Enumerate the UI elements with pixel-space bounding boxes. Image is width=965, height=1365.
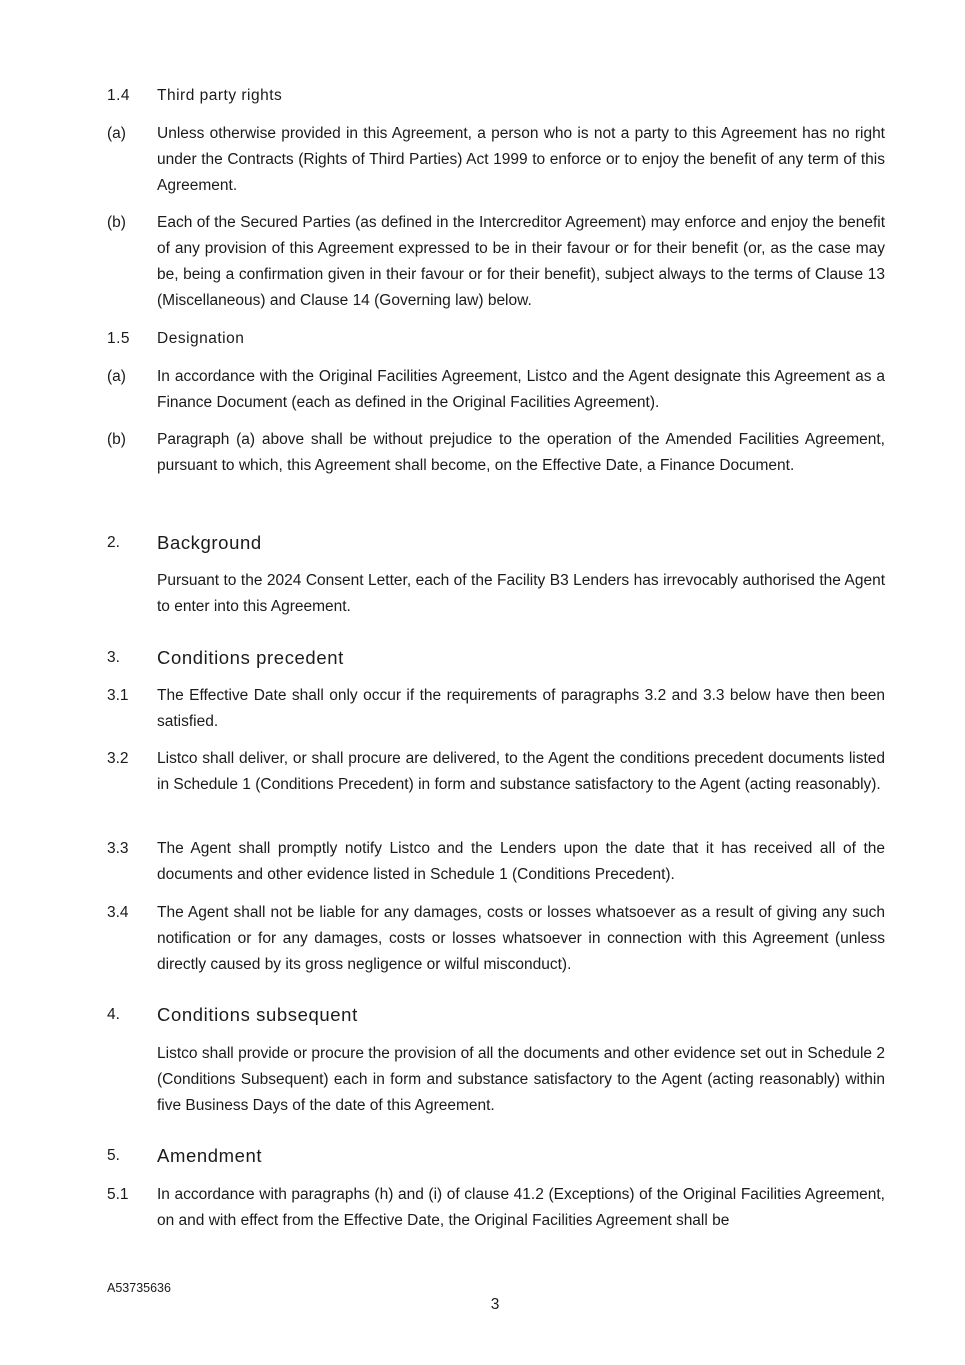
section-title: Amendment — [157, 1145, 263, 1166]
clause-title: Third party rights — [157, 87, 283, 104]
section-number: 2. — [107, 534, 120, 551]
paragraph-number: 3.3 — [107, 840, 129, 857]
paragraph-text: Listco shall provide or procure the provision of all the documents and other evidence set out in Schedule 2 (Conditions Subsequent) each in form and substance satisfactory to the Agent (acting reasonably) within five Business Days of the date of this Agreement. — [157, 1045, 885, 1114]
paragraph-text: Pursuant to the 2024 Consent Letter, each of the Facility B3 Lenders has irrevocably authorised the Agent to enter into this Agreement. — [157, 572, 885, 615]
paragraph-number: 3.2 — [107, 750, 129, 767]
clause-title: Designation — [157, 330, 245, 347]
paragraph-number: 5.1 — [107, 1186, 129, 1203]
section-number: 4. — [107, 1006, 120, 1023]
paragraph-number: (a) — [107, 125, 126, 142]
paragraph-text: In accordance with the Original Facilities Agreement, Listco and the Agent designate this Agreement as a Finance Document (each as defined in the Original Facilities Agreement). — [157, 368, 885, 411]
paragraph-text: The Agent shall not be liable for any damages, costs or losses whatsoever as a result of giving any such notification or for any damages, costs or losses whatsoever in connection with this Agreement (unless directly caused by its gross negligence or wilful misconduct). — [157, 904, 885, 973]
paragraph-number: 3.1 — [107, 687, 129, 704]
clause-number: 1.4 — [107, 87, 131, 104]
paragraph-number: 3.4 — [107, 904, 129, 921]
section-number: 3. — [107, 649, 120, 666]
section-title: Conditions subsequent — [157, 1004, 358, 1025]
paragraph-number: (b) — [107, 431, 126, 448]
paragraph-text: The Agent shall promptly notify Listco and the Lenders upon the date that it has received all of the documents and other evidence listed in Schedule 1 (Conditions Precedent). — [157, 840, 885, 883]
paragraph-text: Each of the Secured Parties (as defined in the Intercreditor Agreement) may enforce and enjoy the benefit of any provision of this Agreement expressed to be in their favour or for their benefit (or, as the case may be, being a confirmation given in their favour or for their benefit), subject always to the terms of Clause 13 (Miscellaneous) and Clause 14 (Governing law) below. — [157, 214, 885, 309]
section-title: Conditions precedent — [157, 647, 344, 668]
page-number: 3 — [490, 1296, 500, 1313]
paragraph-text: Paragraph (a) above shall be without prejudice to the operation of the Amended Facilities Agreement, pursuant to which, this Agreement shall become, on the Effective Date, a Finance Document. — [157, 431, 885, 474]
section-title: Background — [157, 532, 262, 553]
document-reference: A53735636 — [107, 1281, 171, 1295]
paragraph-text: Listco shall deliver, or shall procure are delivered, to the Agent the conditions precedent documents listed in Schedule 1 (Conditions Precedent) in form and substance satisfactory to the Agent (acting reasonably). — [157, 750, 885, 793]
paragraph-text: The Effective Date shall only occur if the requirements of paragraphs 3.2 and 3.3 below have then been satisfied. — [157, 687, 885, 730]
paragraph-number: (b) — [107, 214, 126, 231]
paragraph-text: Unless otherwise provided in this Agreement, a person who is not a party to this Agreement has no right under the Contracts (Rights of Third Parties) Act 1999 to enforce or to enjoy the benefit of any term of this Agreement. — [157, 125, 885, 194]
paragraph-text: In accordance with paragraphs (h) and (i) of clause 41.2 (Exceptions) of the Original Facilities Agreement, on and with effect from the Effective Date, the Original Facilities Agreement shall be — [157, 1186, 885, 1229]
clause-number: 1.5 — [107, 330, 131, 347]
section-number: 5. — [107, 1147, 120, 1164]
paragraph-number: (a) — [107, 368, 126, 385]
